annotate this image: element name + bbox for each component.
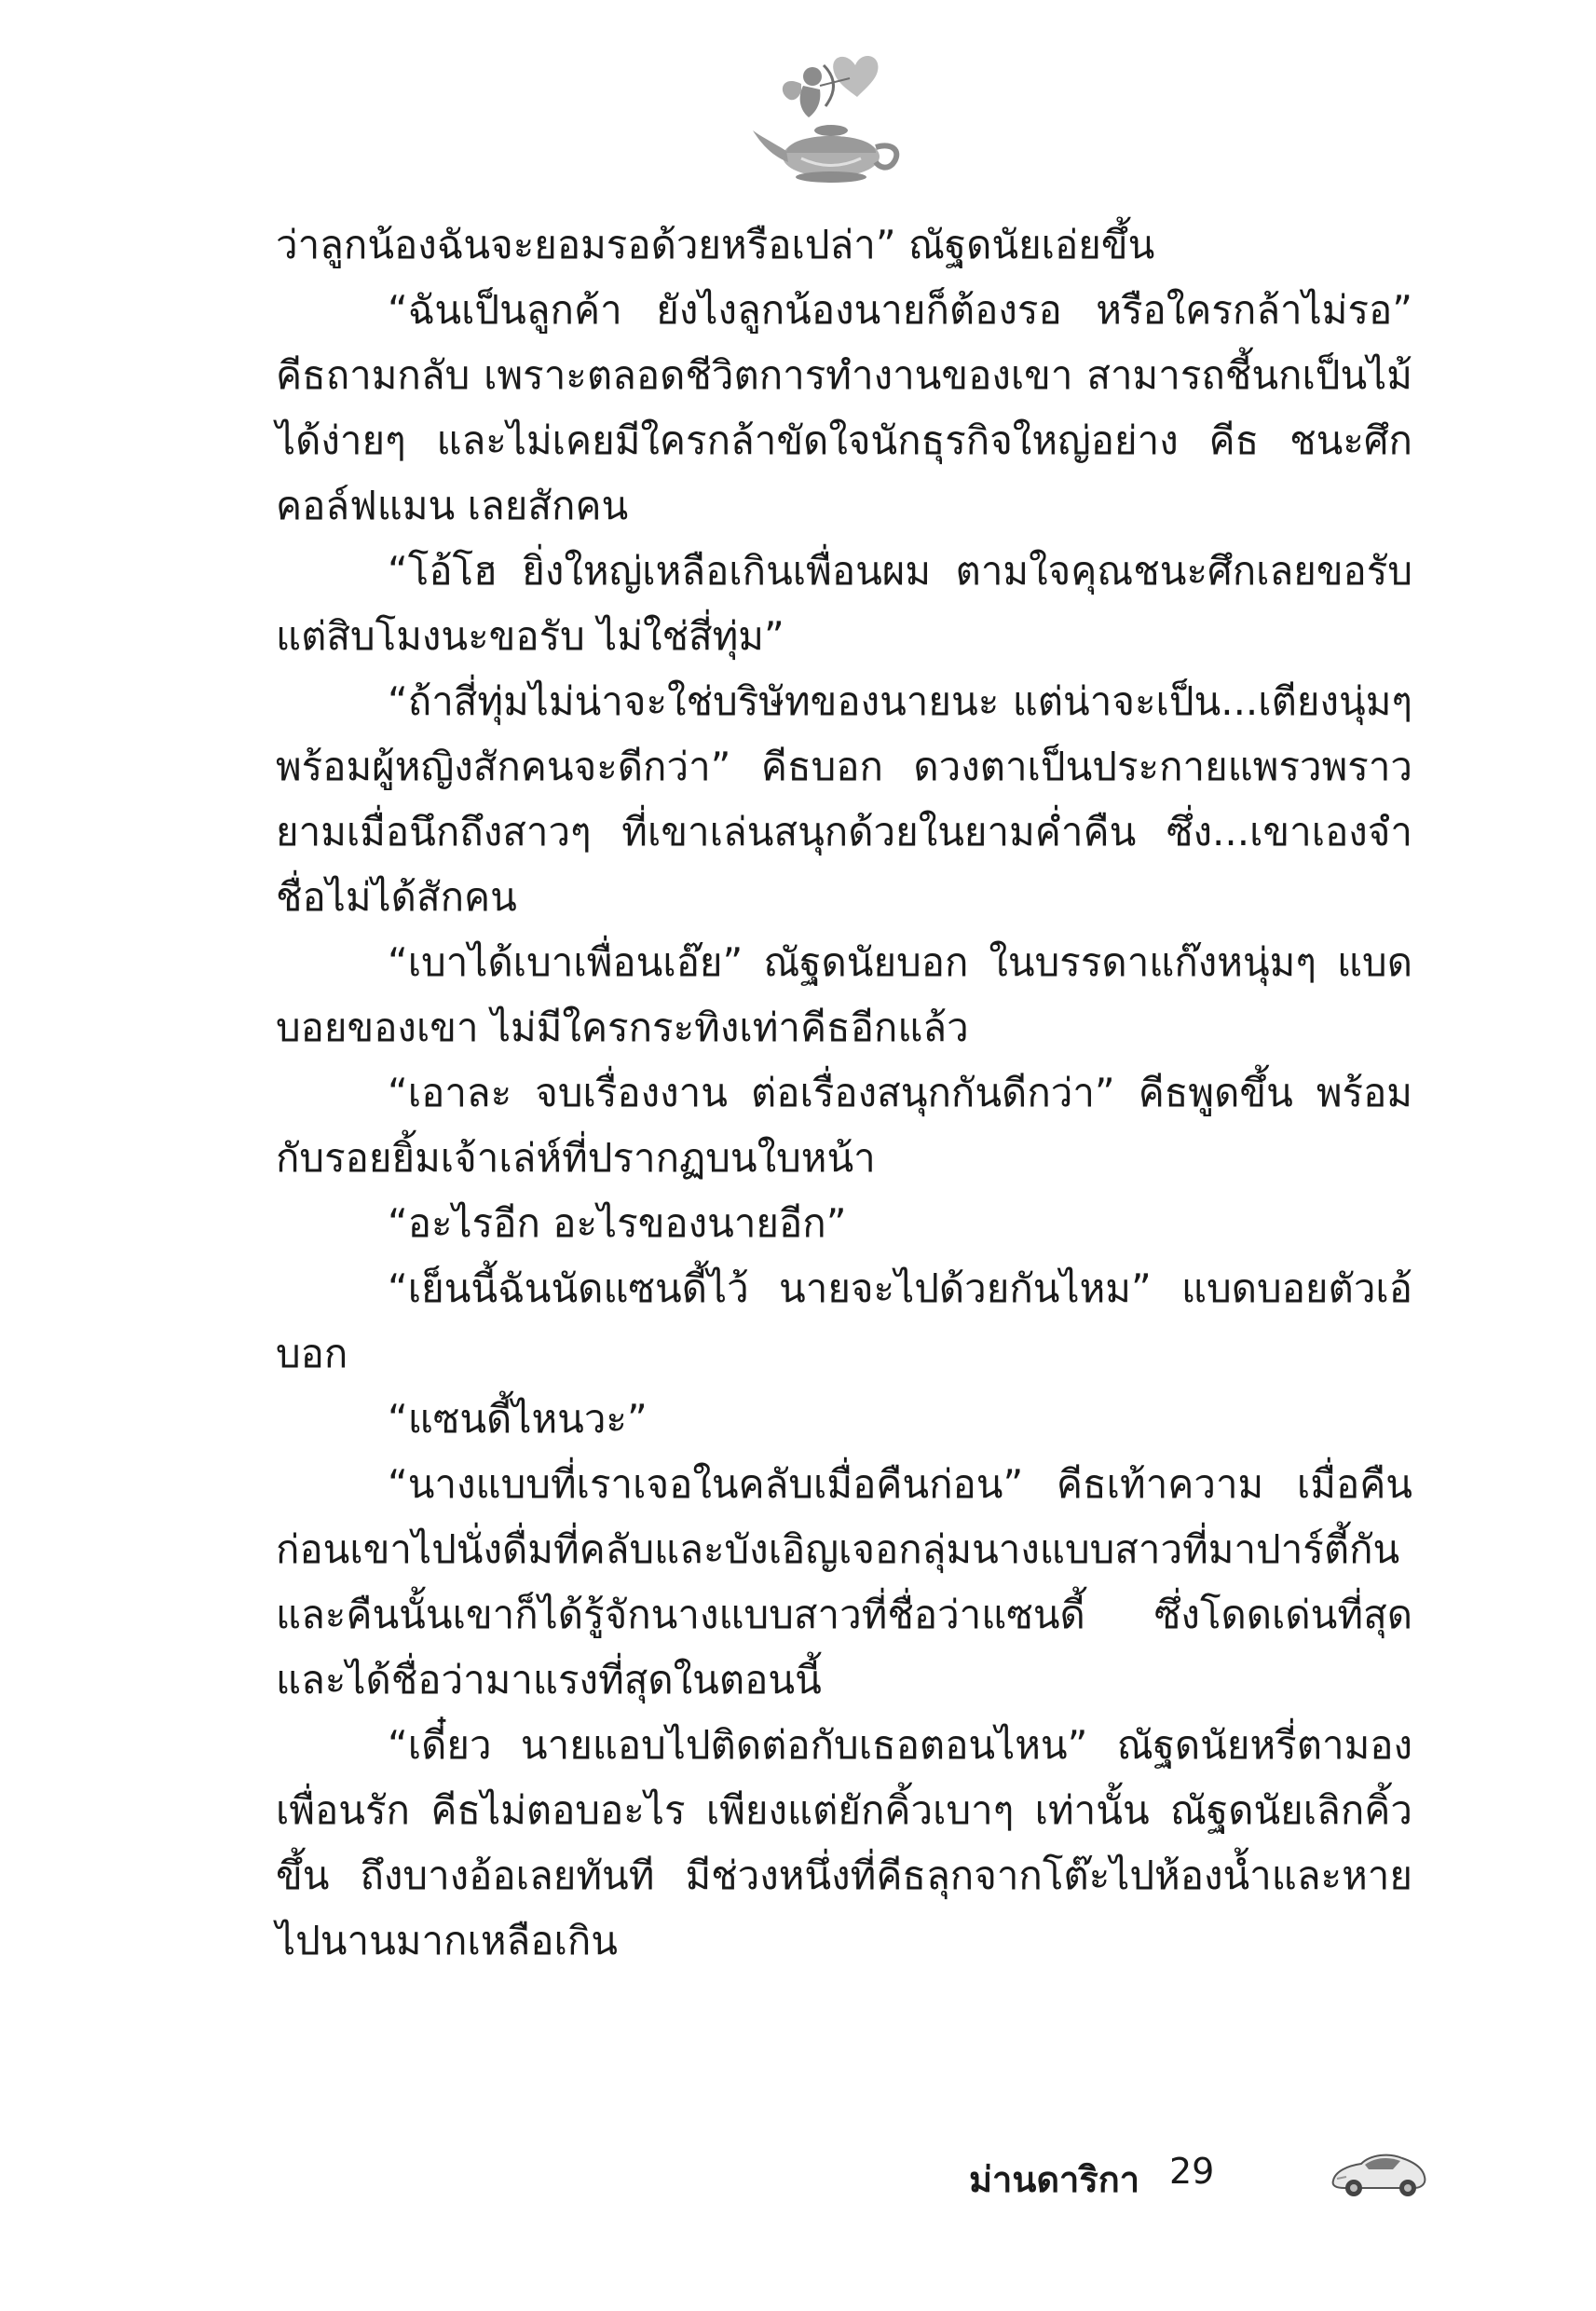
paragraph: “แซนดี้ไหนวะ” [388,1396,648,1442]
paragraph: “โอ้โฮ ยิ่งใหญ่เหลือเกินเพื่อนผม ตามใจคุณชนะศึกเลยขอรับ แต่สิบโมงนะขอรับ ไม่ใช่สี่ทุ่ม” [276,548,1412,659]
paragraph: “อะไรอีก อะไรของนายอีก” [388,1200,847,1246]
paragraph: “เบาได้เบาเพื่อนเอ๊ย” ณัฐดนัยบอก ในบรรดาแก๊งหนุ่มๆ แบดบอยของเขา ไม่มีใครกระทิงเท่าคีธอีกแล้ว [276,939,1412,1050]
chapter-body-text [276,212,1412,1974]
paragraph: “ถ้าสี่ทุ่มไม่น่าจะใช่บริษัทของนายนะ แต่น่าจะเป็น...เตียงนุ่มๆ พร้อมผู้หญิงสักคนจะดีกว่า” คีธบอก ดวงตาเป็นประกายแพรวพราว ยามเมื่อนึกถึงสาวๆ ที่เขาเล่นสนุกด้วยในยามค่ำคืน ซึ่ง...เขาเองจำชื่อไม่ได้สักคน [276,678,1412,920]
page-footer [969,2134,1435,2218]
paragraph: “นางแบบที่เราเจอในคลับเมื่อคืนก่อน” คีธเท้าความ เมื่อคืนก่อนเขาไปนั่งดื่มที่คลับและบังเอิญเจอกลุ่มนางแบบสาวที่มาปาร์ตี้กัน และคืนนั้นเขาก็ได้รู้จักนางแบบสาวที่ชื่อว่าแซนดี้ ซึ่งโดดเด่นที่สุด และได้ชื่อว่ามาแรงที่สุดในตอนนี้ [276,1461,1412,1702]
paragraph: “เอาละ จบเรื่องงาน ต่อเรื่องสนุกกันดีกว่า” คีธพูดขึ้น พร้อมกับรอยยิ้มเจ้าเล่ห์ที่ปรากฏบนใบหน้า [276,1070,1412,1181]
paragraph: ว่าลูกน้องฉันจะยอมรอด้วยหรือเปล่า” ณัฐดนัยเอ่ยขึ้น [276,222,1155,267]
page-number: 29 [1169,2151,1215,2192]
book-title: ม่านดาริกา [969,2159,1140,2200]
paragraph: “ฉันเป็นลูกค้า ยังไงลูกน้องนายก็ต้องรอ หรือใครกล้าไม่รอ” คีธถามกลับ เพราะตลอดชีวิตการทำงานของเขา สามารถชี้นกเป็นไม้ได้ง่ายๆ และไม่เคยมีใครกล้าขัดใจนักธุรกิจใหญ่อย่าง คีธ ชนะศึก คอล์ฟแมน เลยสักคน [276,287,1412,528]
cupid-teapot-ornament-icon [745,37,913,200]
paragraph: “เย็นนี้ฉันนัดแซนดี้ไว้ นายจะไปด้วยกันไหม” แบดบอยตัวเอ้บอก [276,1265,1412,1376]
paragraph: “เดี๋ยว นายแอบไปติดต่อกับเธอตอนไหน” ณัฐดนัยหรี่ตามองเพื่อนรัก คีธไม่ตอบอะไร เพียงแต่ยักคิ้วเบาๆ เท่านั้น ณัฐดนัยเลิกคิ้วขึ้น ถึงบางอ้อเลยทันที มีช่วงหนึ่งที่คีธลุกจากโต๊ะไปห้องน้ำและหายไปนานมากเหลือเกิน [276,1722,1412,1963]
sports-car-icon [1328,2140,1430,2205]
